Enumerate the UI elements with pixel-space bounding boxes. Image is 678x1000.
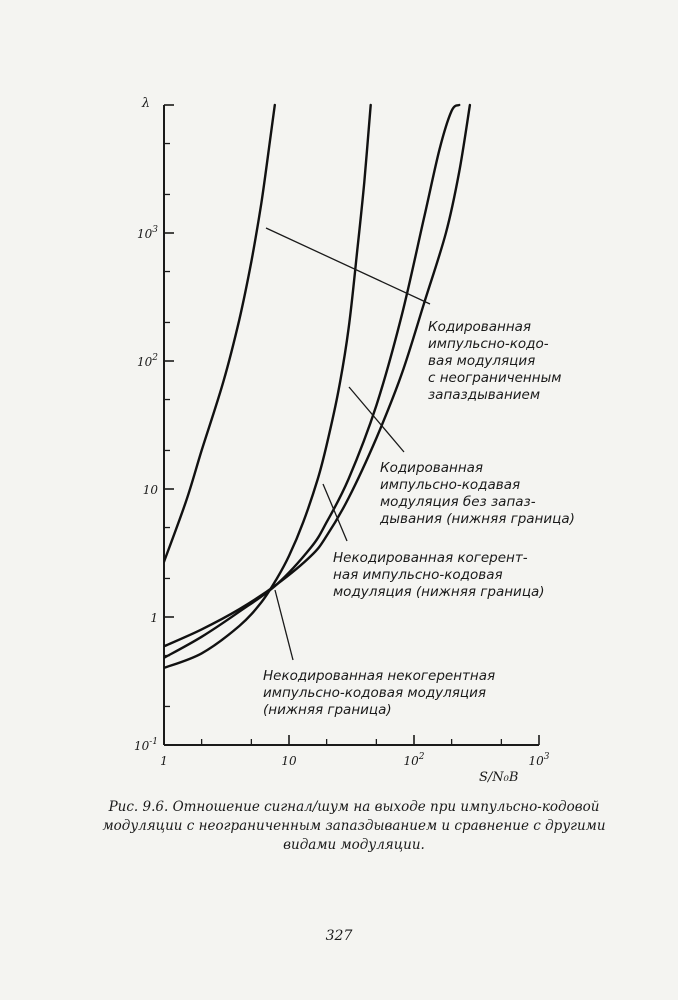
annotation-line: Кодированная [380, 460, 484, 476]
annotation-line: (нижняя граница) [263, 702, 392, 718]
annotation-line: импульсно-кодавая [380, 477, 521, 493]
annotation-4 [263, 668, 495, 718]
y-tick-label: $10^3$ [136, 225, 158, 241]
y-tick-label: 1 [150, 611, 158, 625]
page-number: 327 [325, 928, 353, 944]
y-tick-label: $10^{-1}$ [133, 737, 158, 753]
y-axis-label: λ [141, 96, 151, 111]
x-tick-label: $10^2$ [403, 752, 425, 768]
annotation-line: ная импульсно-кодовая [333, 567, 503, 583]
annotation-line: вая модуляция [428, 353, 536, 369]
annotation-line: дывания (нижняя граница) [380, 511, 575, 527]
annotation-line: модуляция без запаз- [380, 494, 536, 510]
x-tick-label: 1 [160, 754, 168, 768]
chart-annotations [263, 319, 575, 718]
x-tick-label: $10^3$ [528, 752, 550, 768]
annotation-line: Кодированная [428, 319, 532, 335]
annotation-line: Некодированная когерент- [333, 550, 528, 566]
x-axis-label: S/N₀B [479, 770, 519, 785]
annotation-leader-4 [275, 590, 293, 660]
series-line-1 [164, 105, 275, 562]
annotation-line: импульсно-кодовая модуляция [263, 685, 486, 701]
annotation-2 [379, 460, 575, 527]
figure-caption: Рис. 9.6. Отношение сигнал/шум на выходе при импульсно-кодовой модуляции с неограниченным запаздыванием и сравнение с другими видами модуляции. [102, 799, 606, 853]
y-tick-label: 10 [142, 483, 158, 497]
annotation-leader-2 [349, 387, 404, 452]
annotation-line: с неограниченным [428, 370, 562, 386]
annotation-3 [333, 550, 545, 600]
annotation-line: Некодированная некогерентная [263, 668, 496, 684]
annotation-1 [428, 319, 561, 403]
y-tick-label: $10^2$ [136, 353, 158, 369]
annotation-line: запаздыванием [428, 387, 541, 403]
x-tick-label: 10 [281, 754, 297, 768]
annotation-leader-1 [266, 228, 430, 304]
annotation-line: импульсно-кодо- [428, 336, 549, 352]
annotation-line: модуляция (нижняя граница) [333, 584, 545, 600]
